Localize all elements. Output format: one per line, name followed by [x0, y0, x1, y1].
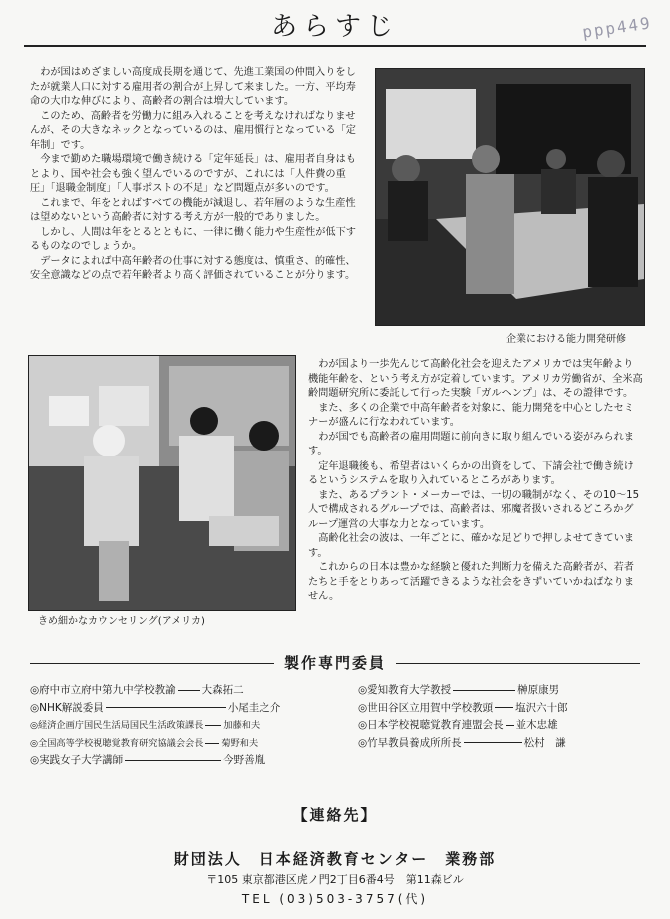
body-paragraph: また、あるプラント・メーカーでは、一切の職制がなく、その10〜15人で構成されるグループでは、高齢者は、邪魔者扱いされるどころかグループ運営の大事な力となっています。 [308, 489, 640, 530]
committee-heading-label: 製作専門委員 [274, 654, 396, 672]
contact-organization: 財団法人 日本経済教育センター 業務部 [173, 850, 497, 868]
photo-counseling-illustration [29, 356, 295, 610]
photo-counseling-caption: きめ細かなカウンセリング(アメリカ) [38, 616, 205, 627]
member-name: 大森拓二 [201, 684, 244, 696]
contact-address: 〒105 東京都港区虎ノ門2丁目6番4号 第11森ビル [206, 873, 464, 886]
member-row: ◎実践女子大学講師 今野善胤 [30, 754, 266, 766]
member-org: 日本学校視聴覚教育連盟会長 [367, 719, 504, 731]
member-row: ◎府中市立府中第九中学校教諭 大森拓二 [30, 684, 244, 696]
member-name: 並木忠雄 [515, 719, 558, 731]
member-name: 小尾圭之介 [227, 701, 281, 714]
body-paragraph: わが国でも高齢者の雇用問題に前向きに取り組んでいる姿がみられます。 [308, 431, 634, 457]
committee-list-left [30, 682, 340, 770]
committee-list-right [358, 682, 648, 752]
member-row: ◎経済企画庁国民生活局国民生活政策課長 加藤和夫 [30, 720, 261, 731]
member-org: NHK解説委員 [39, 701, 104, 714]
member-name: 榊原康男 [517, 684, 560, 696]
intro-paragraph: このため、高齢者を労働力に組み入れることを考えなければなりませんが、その大きなネックとなっているのは、雇用慣行となっている「定年制」です。 [30, 110, 356, 151]
member-org: 愛知教育大学教授 [367, 684, 452, 696]
member-name: 塩沢六十郎 [515, 701, 568, 714]
member-org: 実践女子大学講師 [39, 754, 124, 766]
intro-paragraph: データによれば中高年齢者の仕事に対する態度は、慎重さ、的確性、安全意識などの点で若年齢者より高く評価されていることが分ります。 [30, 255, 356, 281]
page-title: あらすじ [270, 12, 399, 42]
intro-paragraph: 今まで勤めた職場環境で働き続ける「定年延長」は、雇用者自身はもとより、国や社会も強く望んでいるのですが、これには「人件費の重圧」「退職金制度」「人事ポストの不足」など問題点が多いのです。 [30, 154, 356, 194]
photo-training-caption: 企業における能力開発研修 [506, 334, 626, 345]
member-org: 世田谷区立用賀中学校教頭 [367, 701, 494, 714]
intro-paragraph: わが国はめざましい高度成長期を通じて、先進工業国の仲間入りをしたが就業人口に対する雇用者の割合が上昇して来ました。一方、平均寿命の大巾な伸びにより、高齢者の割合は増大しています。 [30, 67, 356, 107]
photo-counseling [28, 355, 296, 611]
committee-heading [30, 652, 640, 673]
member-row: ◎NHK解説委員 小尾圭之介 [30, 701, 281, 714]
member-row: ◎全国高等学校視聴覚教育研究協議会会長 菊野和夫 [30, 737, 259, 749]
member-org: 竹早教員養成所所長 [367, 736, 462, 749]
member-org: 府中市立府中第九中学校教諭 [39, 684, 176, 696]
intro-paragraph: しかし、人間は年をとるとともに、一律に働く能力や生産性が低下するものなのでしょうか。 [30, 226, 356, 252]
body-paragraph: わが国より一歩先んじて高齢化社会を迎えたアメリカでは実年齢より機能年齢を、という考え方が定着しています。アメリカ労働省が、全米高齢問題研究所に委託して行った実験「ガルヘンプ」は、その證律です。 [308, 359, 643, 399]
photo-training-seminar-illustration [376, 69, 644, 325]
member-name: 菊野和夫 [221, 737, 259, 749]
body-paragraph: これからの日本は豊かな経験と優れた判断力を備えた高齢者が、若者たちと手をとりあって活躍できるような社会をきずいていかねばなりません。 [308, 562, 634, 602]
member-row: ◎愛知教育大学教授 榊原康男 [358, 684, 560, 696]
photo-training-seminar [375, 68, 645, 326]
body-paragraph: 定年退職後も、希望者はいくらかの出資をして、下請会社で働き続けるというシステムを取り入れているところがあります。 [308, 460, 634, 486]
body-paragraph: 高齢化社会の波は、一年ごとに、確かな足どりで押しよせてきています。 [308, 533, 634, 559]
intro-paragraph: これまで、年をとればすべての機能が減退し、若年層のような生産性は望めないという高齢者に対する考え方が一般的でありました。 [30, 197, 356, 223]
body-text [308, 358, 643, 605]
member-name: 今野善胤 [223, 754, 266, 766]
member-name: 加藤和夫 [223, 720, 261, 731]
contact-heading: 【連絡先】 [292, 806, 378, 824]
member-row: ◎竹早教員養成所所長 松村 謙 [358, 736, 566, 749]
member-row: ◎世田谷区立用賀中学校教頭 塩沢六十郎 [358, 701, 568, 714]
member-row: ◎日本学校視聴覚教育連盟会長 並木忠雄 [358, 719, 558, 731]
intro-text [30, 66, 360, 284]
body-paragraph: また、多くの企業で中高年齢者を対象に、能力開発を中心としたセミナーが盛んに行なわれています。 [308, 402, 634, 428]
member-name: 松村 謙 [523, 736, 566, 749]
contact-phone: TEL (03)503-3757(代) [241, 892, 429, 906]
member-org: 全国高等学校視聴覚教育研究協議会会長 [38, 737, 204, 749]
handwritten-stamp: ppp449 [581, 13, 653, 42]
title-divider [24, 45, 646, 47]
member-org: 経済企画庁国民生活局国民生活政策課長 [38, 720, 204, 731]
